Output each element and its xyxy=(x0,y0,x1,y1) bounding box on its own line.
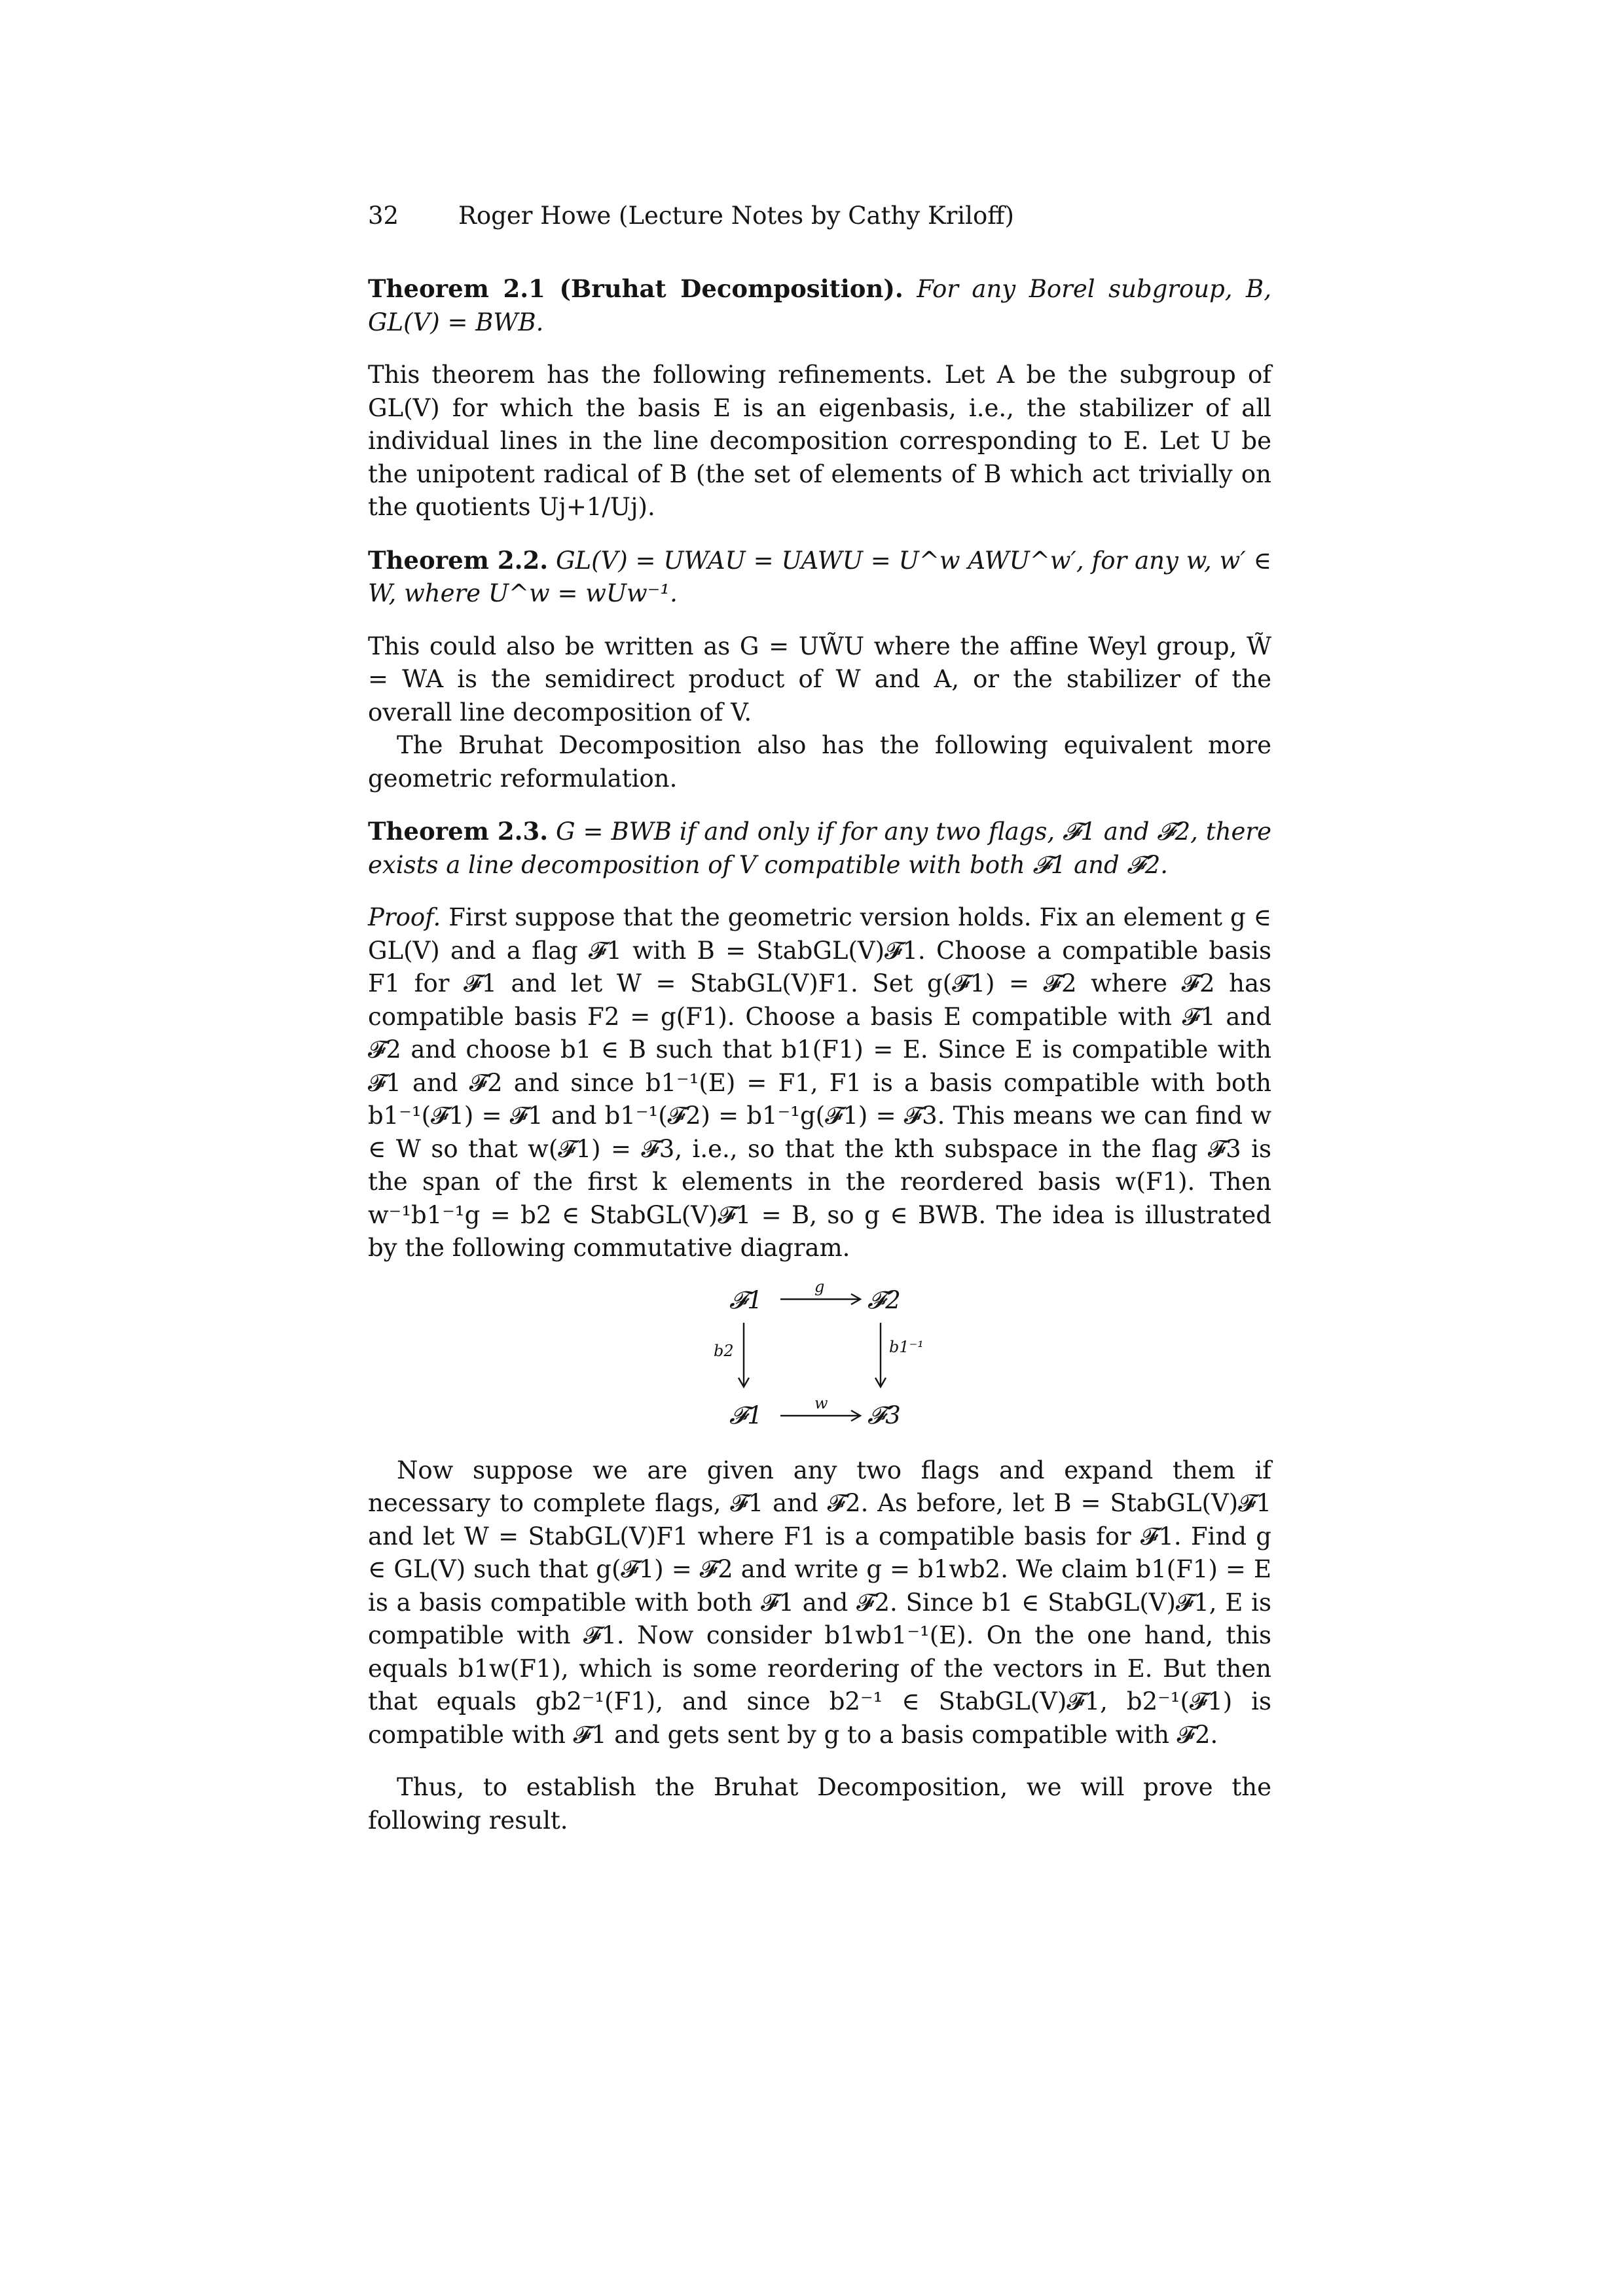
page-number: 32 xyxy=(368,202,399,230)
right-arrow-label: b1⁻¹ xyxy=(889,1337,924,1356)
node-bottom-left: 𝓕1 xyxy=(729,1401,763,1429)
commutative-diagram xyxy=(368,1277,1271,1435)
theorem-statement: For any Borel subgroup, B, GL(V) = BWB. xyxy=(368,275,1271,336)
paragraph-refinements: This theorem has the following refinements. Let A be the subgroup of GL(V) for which the basis E is an eigenbasis, i.e., the stabilizer of all individual lines in the line decomposition corresponding to E. Let U be the unipotent radical of B (the set of elements of B which act trivially on the quotients Uj+1/Uj). xyxy=(368,361,1271,521)
theorem-2-3 xyxy=(368,815,1271,882)
running-header xyxy=(368,196,1271,236)
node-top-left: 𝓕1 xyxy=(729,1285,763,1314)
paragraph-reformulation: The Bruhat Decomposition also has the following equivalent more geometric reformulation. xyxy=(368,731,1271,793)
page-body xyxy=(368,196,1271,1837)
theorem-2-2 xyxy=(368,544,1271,611)
node-bottom-right: 𝓕3 xyxy=(867,1401,901,1429)
theorem-label: Theorem 2.1 (Bruhat Decomposition). xyxy=(368,274,903,303)
diagram-arrows xyxy=(368,1287,1271,1435)
theorem-label: Theorem 2.2. xyxy=(368,545,549,575)
theorem-statement: G = BWB if and only if for any two flags, 𝓕1 and 𝓕2, there exists a line decomposition of V compatible with both 𝓕1 and 𝓕2. xyxy=(368,817,1271,879)
paragraph-affine-weyl: This could also be written as G = UW̃U where the affine Weyl group, W̃ = WA is the semidirect product of W and A, or the stabilizer of the overall line decomposition of V. xyxy=(368,632,1271,726)
node-top-right: 𝓕2 xyxy=(867,1285,901,1314)
proof-label: Proof. xyxy=(368,903,441,931)
left-arrow-label: b2 xyxy=(714,1341,734,1360)
theorem-statement: GL(V) = UWAU = UAWU = U^w AWU^w′, for any w, w′ ∈ W, where U^w = wUw⁻¹. xyxy=(368,546,1271,607)
proof-text: First suppose that the geometric version holds. Fix an element g ∈ GL(V) and a flag 𝓕1 with B = StabGL(V)𝓕1. Choose a compatible basis F1 for 𝓕1 and let W = StabGL(V)F1. Set g(𝓕1) = 𝓕2 where 𝓕2 has compatible basis F2 = g(F1). Choose a basis E compatible with 𝓕1 and 𝓕2 and choose b1 ∈ B such that b1(F1) = E. Since E is compatible with 𝓕1 and 𝓕2 and since b1⁻¹(E) = F1, F1 is a basis compatible with both b1⁻¹(𝓕1) = 𝓕1 and b1⁻¹(𝓕2) = b1⁻¹g(𝓕1) = 𝓕3. This means we can find w ∈ W so that w(𝓕1) = 𝓕3, i.e., so that the kth subspace in the flag 𝓕3 is the span of the first k elements in the reordered basis w(F1). Then w⁻¹b1⁻¹g = b2 ∈ StabGL(V)𝓕1 = B, so g ∈ BWB. The idea is illustrated by the following commutative diagram. xyxy=(368,903,1271,1262)
bottom-arrow-label: w xyxy=(814,1393,828,1412)
top-arrow-label: g xyxy=(814,1277,825,1296)
paragraph-conclusion: Thus, to establish the Bruhat Decomposition, we will prove the following result. xyxy=(368,1773,1271,1835)
theorem-label: Theorem 2.3. xyxy=(368,817,549,846)
running-title: Roger Howe (Lecture Notes by Cathy Kriloff) xyxy=(458,202,1014,230)
theorem-2-1 xyxy=(368,272,1271,339)
proof xyxy=(368,901,1271,1265)
paragraph-converse: Now suppose we are given any two flags and expand them if necessary to complete flags, 𝓕1 and 𝓕2. As before, let B = StabGL(V)𝓕1 and let W = StabGL(V)F1 where F1 is a compatible basis for 𝓕1. Find g ∈ GL(V) such that g(𝓕1) = 𝓕2 and write g = b1wb2. We claim b1(F1) = E is a basis compatible with both 𝓕1 and 𝓕2. Since b1 ∈ StabGL(V)𝓕1, E is compatible with 𝓕1. Now consider b1wb1⁻¹(E). On the one hand, this equals b1w(F1), which is some reordering of the vectors in E. But then that equals gb2⁻¹(F1), and since b2⁻¹ ∈ StabGL(V)𝓕1, b2⁻¹(𝓕1) is compatible with 𝓕1 and gets sent by g to a basis compatible with 𝓕2. xyxy=(368,1456,1271,1749)
